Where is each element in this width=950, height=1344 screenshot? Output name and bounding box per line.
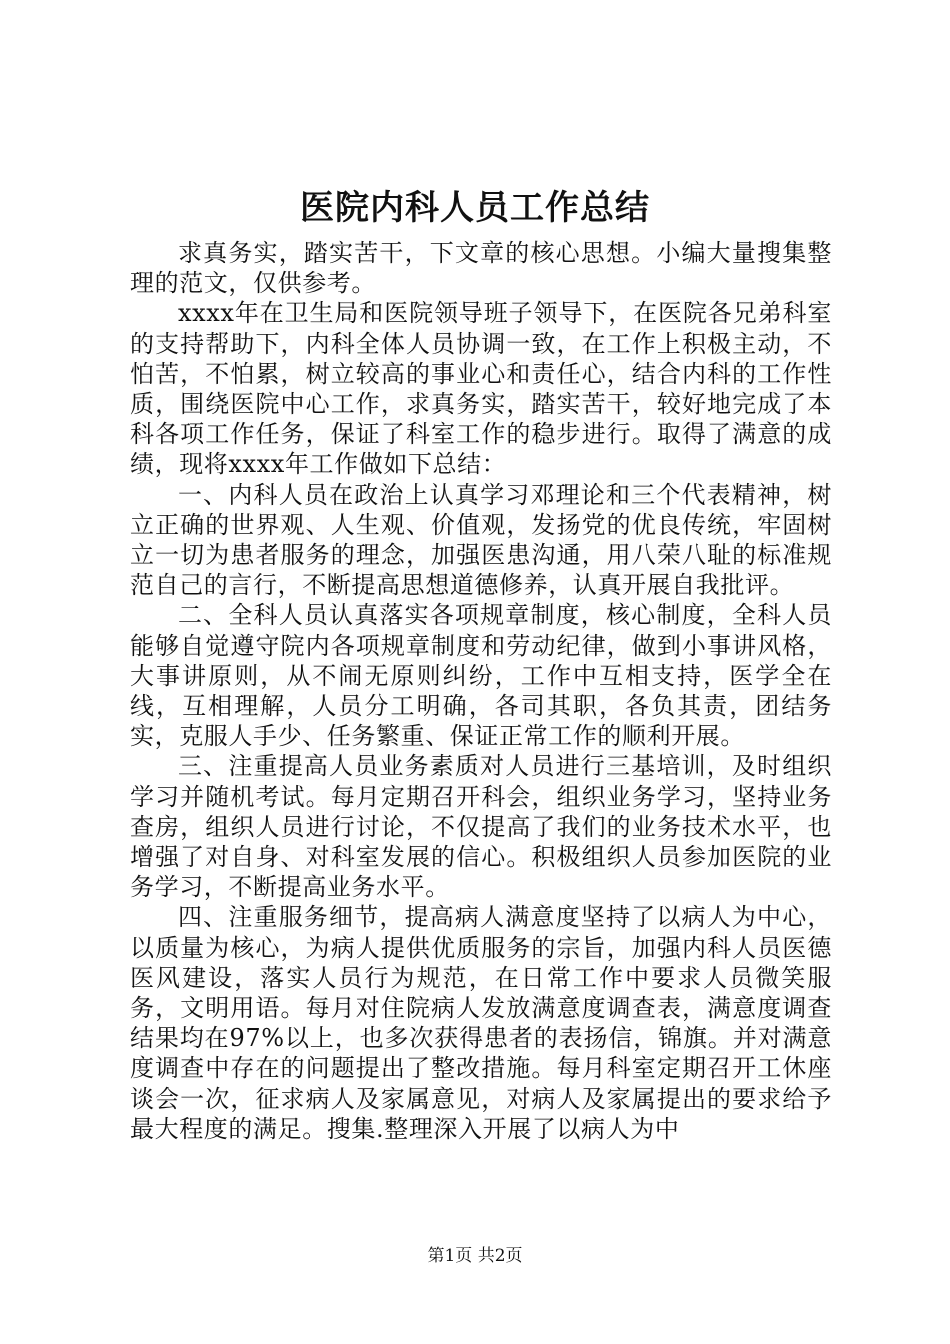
paragraph-intro: 求真务实，踏实苦干，下文章的核心思想。小编大量搜集整理的范文，仅供参考。	[130, 239, 832, 298]
paragraph-overview: xxxx年在卫生局和医院领导班子领导下，在医院各兄弟科室的支持帮助下，内科全体人员协调一致，在工作上积极主动，不怕苦，不怕累，树立较高的事业心和责任心，结合内科的工作性质，围绕医院中心工作，求真务实，踏实苦干，较好地完成了本科各项工作任务，保证了科室工作的稳步进行。取得了满意的成绩，现将xxxx年工作做如下总结：	[130, 299, 832, 479]
page-number-footer: 第1页 共2页	[427, 1246, 523, 1266]
paragraph-section-4: 四、注重服务细节，提高病人满意度坚持了以病人为中心，以质量为核心，为病人提供优质服务的宗旨，加强内科人员医德医风建设，落实人员行为规范，在日常工作中要求人员微笑服务，文明用语。每月对住院病人发放满意度调查表，满意度调查结果均在97%以上，也多次获得患者的表扬信，锦旗。并对满意度调查中存在的问题提出了整改措施。每月科室定期召开工休座谈会一次，征求病人及家属意见，对病人及家属提出的要求给予最大程度的满足。搜集.整理深入开展了以病人为中	[130, 903, 832, 1143]
page-title: 医院内科人员工作总结	[300, 188, 650, 228]
document-body	[130, 238, 832, 1144]
paragraph-section-1: 一、内科人员在政治上认真学习邓理论和三个代表精神，树立正确的世界观、人生观、价值观，发扬党的优良传统，牢固树立一切为患者服务的理念，加强医患沟通，用八荣八耻的标准规范自己的言行，不断提高思想道德修养，认真开展自我批评。	[130, 480, 832, 600]
paragraph-section-2: 二、全科人员认真落实各项规章制度，核心制度，全科人员能够自觉遵守院内各项规章制度和劳动纪律，做到小事讲风格，大事讲原则，从不闹无原则纠纷，工作中互相支持，医学全在线，互相理解，人员分工明确，各司其职，各负其责，团结务实，克服人手少、任务繁重、保证正常工作的顺利开展。	[130, 601, 832, 751]
paragraph-section-3: 三、注重提高人员业务素质对人员进行三基培训，及时组织学习并随机考试。每月定期召开科会，组织业务学习，坚持业务查房，组织人员进行讨论，不仅提高了我们的业务技术水平，也增强了对自身、对科室发展的信心。积极组织人员参加医院的业务学习，不断提高业务水平。	[130, 752, 832, 902]
